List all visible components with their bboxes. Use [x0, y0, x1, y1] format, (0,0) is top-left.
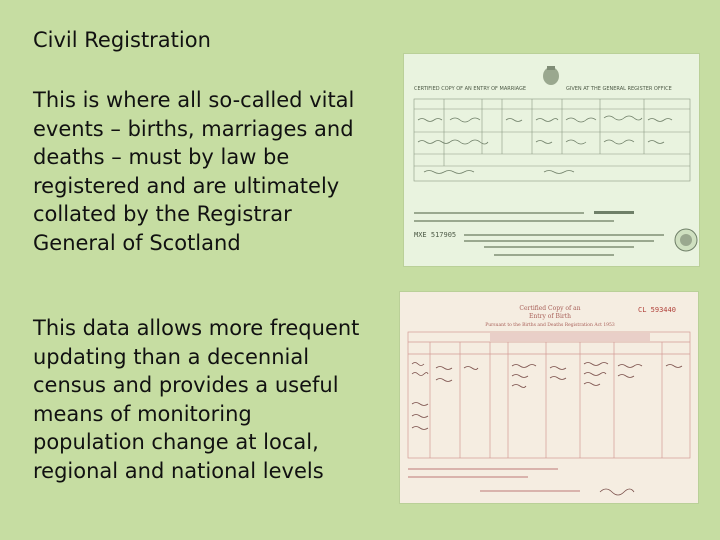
marriage-heading: CERTIFIED COPY OF AN ENTRY OF MARRIAGE	[414, 86, 527, 92]
birth-certificate-image	[400, 292, 698, 503]
marriage-office: GIVEN AT THE GENERAL REGISTER OFFICE	[566, 86, 672, 92]
birth-serial: CL 593440	[638, 306, 676, 314]
birth-heading-1: Certified Copy of an	[519, 305, 581, 312]
paragraph-vital-events: This is where all so-called vital events – births, marriages and deaths – must by law be registered and are ultimately collated by the Registrar General of Scotland	[33, 88, 355, 255]
marriage-serial: MXE 517905	[414, 231, 457, 239]
birth-heading-2: Entry of Birth	[528, 313, 572, 320]
marriage-certificate-image	[404, 54, 699, 266]
birth-subheading: Pursuant to the Births and Deaths Registration Act 1953	[485, 323, 615, 328]
seal-icon	[675, 229, 697, 251]
paragraph-data-updating: This data allows more frequent updating than a decennial census and provides a useful means of monitoring population change at local, regional and national levels	[33, 316, 360, 483]
slide-title: Civil Registration	[33, 28, 211, 52]
